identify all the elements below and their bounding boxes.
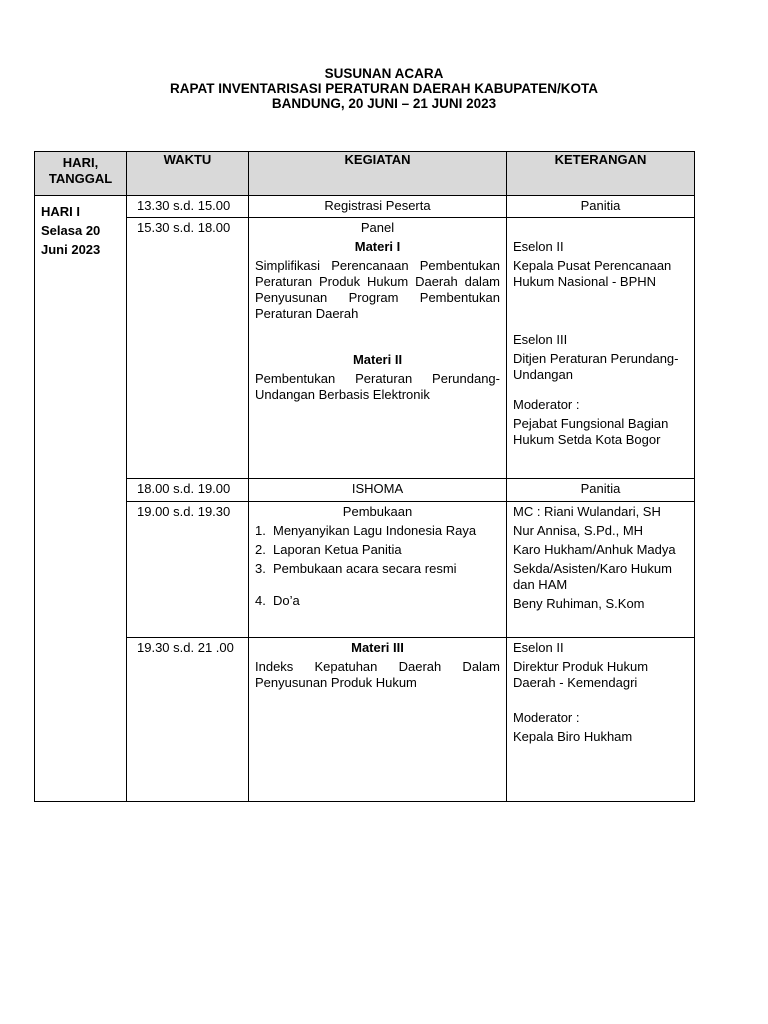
speaker-level: Eselon II <box>513 239 564 254</box>
event-title: RAPAT INVENTARISASI PERATURAN DAERAH KABUPATEN/KOTA <box>170 81 598 96</box>
time-cell: 15.30 s.d. 18.00 <box>127 218 249 479</box>
table-row <box>35 502 695 638</box>
speaker-name: Kepala Pusat Perencanaan Hukum Nasional - BPHN <box>513 258 672 289</box>
table-row <box>35 638 695 802</box>
role-name: Karo Hukham/Anhuk Madya <box>513 542 676 557</box>
moderator-label: Moderator : <box>513 710 580 725</box>
moderator-label: Moderator : <box>513 397 580 412</box>
note-cell <box>507 638 695 802</box>
col-header-keterangan: KETERANGAN <box>507 152 695 196</box>
schedule-table <box>34 151 695 802</box>
list-item: 1. Menyanyikan Lagu Indonesia Raya <box>255 523 477 538</box>
list-item: 4. Do’a <box>255 593 300 608</box>
moderator-name: Kepala Biro Hukham <box>513 729 633 744</box>
note-cell <box>507 218 695 479</box>
materi-text: Simplifikasi Perencanaan Pembentukan Peraturan Produk Hukum Daerah dalam Penyusunan Program Pembentukan Peraturan Daerah <box>255 258 500 321</box>
time-cell: 19.30 s.d. 21 .00 <box>127 638 249 802</box>
document-header <box>0 66 768 111</box>
speaker-level: Eselon III <box>513 332 568 347</box>
note-cell <box>507 502 695 638</box>
mc-name: MC : Riani Wulandari, SH <box>513 504 661 519</box>
role-name: Sekda/Asisten/Karo Hukum dan HAM <box>513 561 672 592</box>
table-header-row <box>35 152 695 196</box>
materi-text: Indeks Kepatuhan Daerah Dalam Penyusunan Produk Hukum <box>255 659 500 690</box>
speaker-name: Direktur Produk Hukum Daerah - Kemendagri <box>513 659 649 690</box>
day-label: HARI I <box>41 204 80 219</box>
speaker-name: Ditjen Peraturan Perundang-Undangan <box>513 351 679 382</box>
table-row <box>35 196 695 218</box>
event-place-date: BANDUNG, 20 JUNI – 21 JUNI 2023 <box>271 96 497 111</box>
role-name: Nur Annisa, S.Pd., MH <box>513 523 644 538</box>
program-list <box>255 523 500 609</box>
activity-cell: ISHOMA <box>249 479 507 502</box>
note-cell: Panitia <box>507 196 695 218</box>
activity-title: Pembukaan <box>342 504 413 519</box>
list-item: 2. Laporan Ketua Panitia <box>255 542 402 557</box>
materi-text: Pembentukan Peraturan Perundang-Undangan Berbasis Elektronik <box>255 371 500 402</box>
activity-cell <box>249 502 507 638</box>
activity-title: Panel <box>360 220 395 235</box>
time-cell: 13.30 s.d. 15.00 <box>127 196 249 218</box>
activity-cell <box>249 218 507 479</box>
speaker-level: Eselon II <box>513 640 564 655</box>
materi-label: Materi II <box>352 352 403 367</box>
note-cell: Panitia <box>507 479 695 502</box>
materi-label: Materi III <box>351 640 404 655</box>
time-cell: 18.00 s.d. 19.00 <box>127 479 249 502</box>
col-header-kegiatan: KEGIATAN <box>249 152 507 196</box>
col-header-waktu: WAKTU <box>127 152 249 196</box>
role-name: Beny Ruhiman, S.Kom <box>513 596 645 611</box>
activity-cell: Registrasi Peserta <box>249 196 507 218</box>
time-cell: 19.00 s.d. 19.30 <box>127 502 249 638</box>
table-row <box>35 479 695 502</box>
list-item: 3. Pembukaan acara secara resmi <box>255 561 457 576</box>
day-date-1: Selasa 20 <box>41 223 101 238</box>
moderator-name: Pejabat Fungsional Bagian Hukum Setda Kota Bogor <box>513 416 669 447</box>
document-title: SUSUNAN ACARA <box>324 66 444 81</box>
table-row <box>35 218 695 479</box>
col-header-hari: HARI, TANGGAL <box>35 152 127 196</box>
materi-label: Materi I <box>354 239 401 254</box>
activity-cell <box>249 638 507 802</box>
day-cell <box>35 196 127 802</box>
day-date-2: Juni 2023 <box>41 242 101 257</box>
